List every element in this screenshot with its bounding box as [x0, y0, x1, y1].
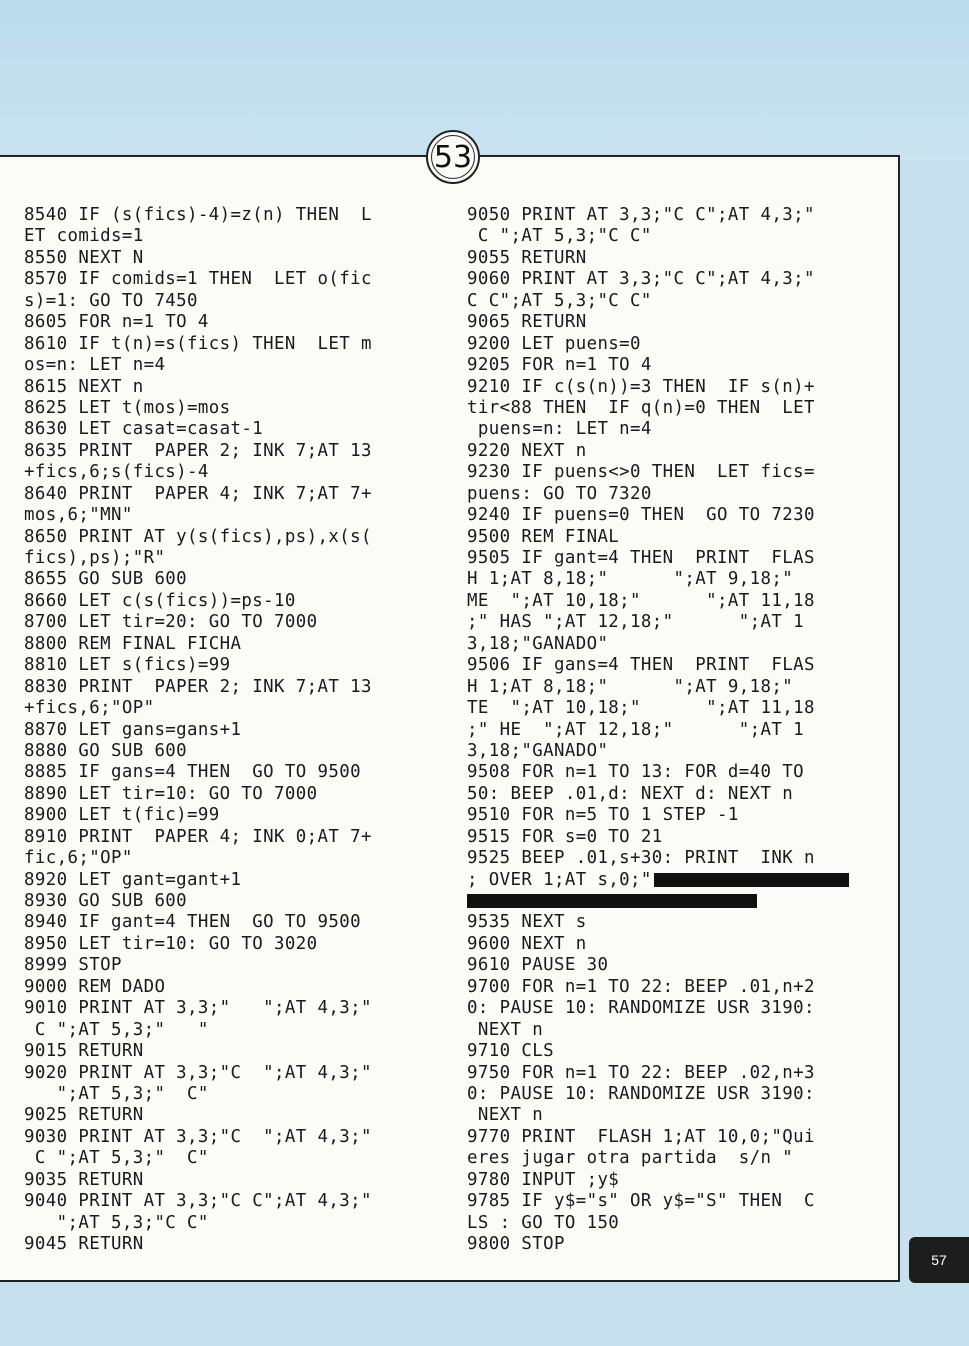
- code-line: 9785 IF y$="s" OR y$="S" THEN C: [467, 1191, 815, 1212]
- chapter-badge-ring: [431, 135, 475, 179]
- code-line: H 1;AT 8,18;" ";AT 9,18;": [467, 676, 794, 697]
- code-line: C C";AT 5,3;"C C": [467, 290, 652, 311]
- code-line: eres jugar otra partida s/n ": [467, 1148, 794, 1169]
- code-line: 9525 BEEP .01,s+30: PRINT INK n: [467, 848, 815, 869]
- code-line: 8625 LET t(mos)=mos: [24, 397, 231, 418]
- code-line: 9210 IF c(s(n))=3 THEN IF s(n)+: [467, 376, 815, 397]
- code-line: 8550 NEXT N: [24, 247, 144, 268]
- code-line: 8930 GO SUB 600: [24, 891, 188, 911]
- code-line: 9020 PRINT AT 3,3;"C ";AT 4,3;": [24, 1062, 372, 1083]
- code-line: 9535 NEXT s: [467, 912, 587, 933]
- code-line: NEXT n: [467, 1105, 544, 1126]
- code-line: +fics,6;"OP": [24, 698, 155, 719]
- right-code-column: [467, 205, 849, 1255]
- graphic-block-bar: [467, 894, 757, 908]
- code-line: 9060 PRINT AT 3,3;"C C";AT 4,3;": [467, 269, 815, 290]
- code-line: 50: BEEP .01,d: NEXT d: NEXT n: [467, 783, 794, 804]
- code-line: 8900 LET t(fic)=99: [24, 805, 220, 826]
- code-line: 3,18;"GANADO": [467, 633, 609, 654]
- code-line: [467, 891, 849, 912]
- left-code-column: [24, 205, 372, 1255]
- code-line: 9515 FOR s=0 TO 21: [467, 826, 663, 847]
- code-line: 9508 FOR n=1 TO 13: FOR d=40 TO: [467, 762, 804, 783]
- code-line: 8640 PRINT PAPER 4; INK 7;AT 7+: [24, 483, 372, 504]
- code-line: C ";AT 5,3;" ": [24, 1019, 209, 1040]
- code-line: 8885 IF gans=4 THEN GO TO 9500: [24, 762, 361, 783]
- code-line: C ";AT 5,3;" C": [24, 1148, 209, 1169]
- code-line: ME ";AT 10,18;" ";AT 11,18: [467, 590, 815, 611]
- code-line: fics),ps);"R": [24, 548, 166, 568]
- code-line: 8650 PRINT AT y(s(fics),ps),x(s(: [24, 526, 372, 547]
- code-line: 8635 PRINT PAPER 2; INK 7;AT 13: [24, 440, 372, 461]
- code-line: 9510 FOR n=5 TO 1 STEP -1: [467, 805, 739, 826]
- code-line: 9010 PRINT AT 3,3;" ";AT 4,3;": [24, 998, 372, 1019]
- code-line: 8660 LET c(s(fics))=ps-10: [24, 590, 296, 611]
- code-line: 9500 REM FINAL: [467, 526, 620, 547]
- top-background: [0, 0, 969, 160]
- code-line: tir<88 THEN IF q(n)=0 THEN LET: [467, 397, 815, 418]
- code-line: 9015 RETURN: [24, 1041, 144, 1062]
- graphic-block-bar: [654, 873, 849, 887]
- code-line: 9610 PAUSE 30: [467, 955, 609, 976]
- code-line: 9505 IF gant=4 THEN PRINT FLAS: [467, 548, 815, 568]
- code-line: LS : GO TO 150: [467, 1212, 620, 1233]
- code-line: 8999 STOP: [24, 955, 122, 976]
- code-line: 8630 LET casat=casat-1: [24, 419, 264, 440]
- code-line: 9030 PRINT AT 3,3;"C ";AT 4,3;": [24, 1126, 372, 1147]
- code-line: 9750 FOR n=1 TO 22: BEEP .02,n+3: [467, 1062, 815, 1083]
- code-line: ";AT 5,3;"C C": [24, 1212, 209, 1233]
- code-line: 8920 LET gant=gant+1: [24, 869, 242, 890]
- code-line: 9700 FOR n=1 TO 22: BEEP .01,n+2: [467, 976, 815, 997]
- code-line: 9506 IF gans=4 THEN PRINT FLAS: [467, 655, 815, 676]
- code-line: 8940 IF gant=4 THEN GO TO 9500: [24, 912, 361, 933]
- code-line: 0: PAUSE 10: RANDOMIZE USR 3190:: [467, 998, 815, 1019]
- code-line: 8810 LET s(fics)=99: [24, 655, 231, 676]
- code-line: 9040 PRINT AT 3,3;"C C";AT 4,3;": [24, 1191, 372, 1212]
- code-line: 9065 RETURN: [467, 312, 587, 333]
- code-line: 8800 REM FINAL FICHA: [24, 633, 242, 654]
- code-line: 8540 IF (s(fics)-4)=z(n) THEN L: [24, 205, 372, 225]
- code-line: NEXT n: [467, 1019, 544, 1040]
- code-line: 8830 PRINT PAPER 2; INK 7;AT 13: [24, 676, 372, 697]
- code-line: 8870 LET gans=gans+1: [24, 719, 242, 740]
- code-line: 8610 IF t(n)=s(fics) THEN LET m: [24, 333, 372, 354]
- code-line: 9220 NEXT n: [467, 440, 587, 461]
- code-line: 9780 INPUT ;y$: [467, 1169, 620, 1190]
- code-line: +fics,6;s(fics)-4: [24, 462, 209, 483]
- code-line: 9045 RETURN: [24, 1234, 144, 1254]
- code-line: 9035 RETURN: [24, 1169, 144, 1190]
- chapter-badge: [426, 130, 480, 184]
- code-line: mos,6;"MN": [24, 505, 133, 526]
- code-line: 9230 IF puens<>0 THEN LET fics=: [467, 462, 815, 483]
- code-line: 3,18;"GANADO": [467, 740, 609, 761]
- code-line: fic,6;"OP": [24, 848, 133, 869]
- code-line: 9770 PRINT FLASH 1;AT 10,0;"Qui: [467, 1126, 815, 1147]
- code-line: ;" HE ";AT 12,18;" ";AT 1: [467, 719, 804, 740]
- code-line: os=n: LET n=4: [24, 355, 166, 376]
- code-line: s)=1: GO TO 7450: [24, 290, 198, 311]
- code-line: 9025 RETURN: [24, 1105, 144, 1126]
- code-line: 9050 PRINT AT 3,3;"C C";AT 4,3;": [467, 205, 815, 225]
- code-line: ; OVER 1;AT s,0;": [467, 870, 849, 891]
- code-line: 9205 FOR n=1 TO 4: [467, 355, 652, 376]
- code-line: 9200 LET puens=0: [467, 333, 641, 354]
- code-line: 8655 GO SUB 600: [24, 569, 188, 590]
- code-line: ";AT 5,3;" C": [24, 1083, 209, 1104]
- code-line: ;" HAS ";AT 12,18;" ";AT 1: [467, 612, 804, 633]
- code-line: 9000 REM DADO: [24, 976, 166, 997]
- page-number: 57: [909, 1237, 969, 1283]
- code-line: puens=n: LET n=4: [467, 419, 652, 440]
- code-line: 8910 PRINT PAPER 4; INK 0;AT 7+: [24, 826, 372, 847]
- code-line: 8950 LET tir=10: GO TO 3020: [24, 933, 318, 954]
- code-line: 8615 NEXT n: [24, 376, 144, 397]
- code-line: H 1;AT 8,18;" ";AT 9,18;": [467, 569, 794, 590]
- code-line: ET comids=1: [24, 226, 144, 247]
- code-line: 9240 IF puens=0 THEN GO TO 7230: [467, 505, 815, 526]
- code-line: TE ";AT 10,18;" ";AT 11,18: [467, 698, 815, 719]
- code-line: 8570 IF comids=1 THEN LET o(fic: [24, 269, 372, 290]
- code-line: puens: GO TO 7320: [467, 483, 652, 504]
- code-line: 9600 NEXT n: [467, 933, 587, 954]
- chapter-number: 53: [433, 139, 473, 175]
- code-line: 0: PAUSE 10: RANDOMIZE USR 3190:: [467, 1083, 815, 1104]
- code-line: 8880 GO SUB 600: [24, 740, 188, 761]
- code-line: 9800 STOP: [467, 1234, 565, 1254]
- code-line: 8700 LET tir=20: GO TO 7000: [24, 612, 318, 633]
- code-line: 9055 RETURN: [467, 247, 587, 268]
- code-line: 8605 FOR n=1 TO 4: [24, 312, 209, 333]
- code-line: 8890 LET tir=10: GO TO 7000: [24, 783, 318, 804]
- code-line: 9710 CLS: [467, 1041, 554, 1062]
- code-line: C ";AT 5,3;"C C": [467, 226, 652, 247]
